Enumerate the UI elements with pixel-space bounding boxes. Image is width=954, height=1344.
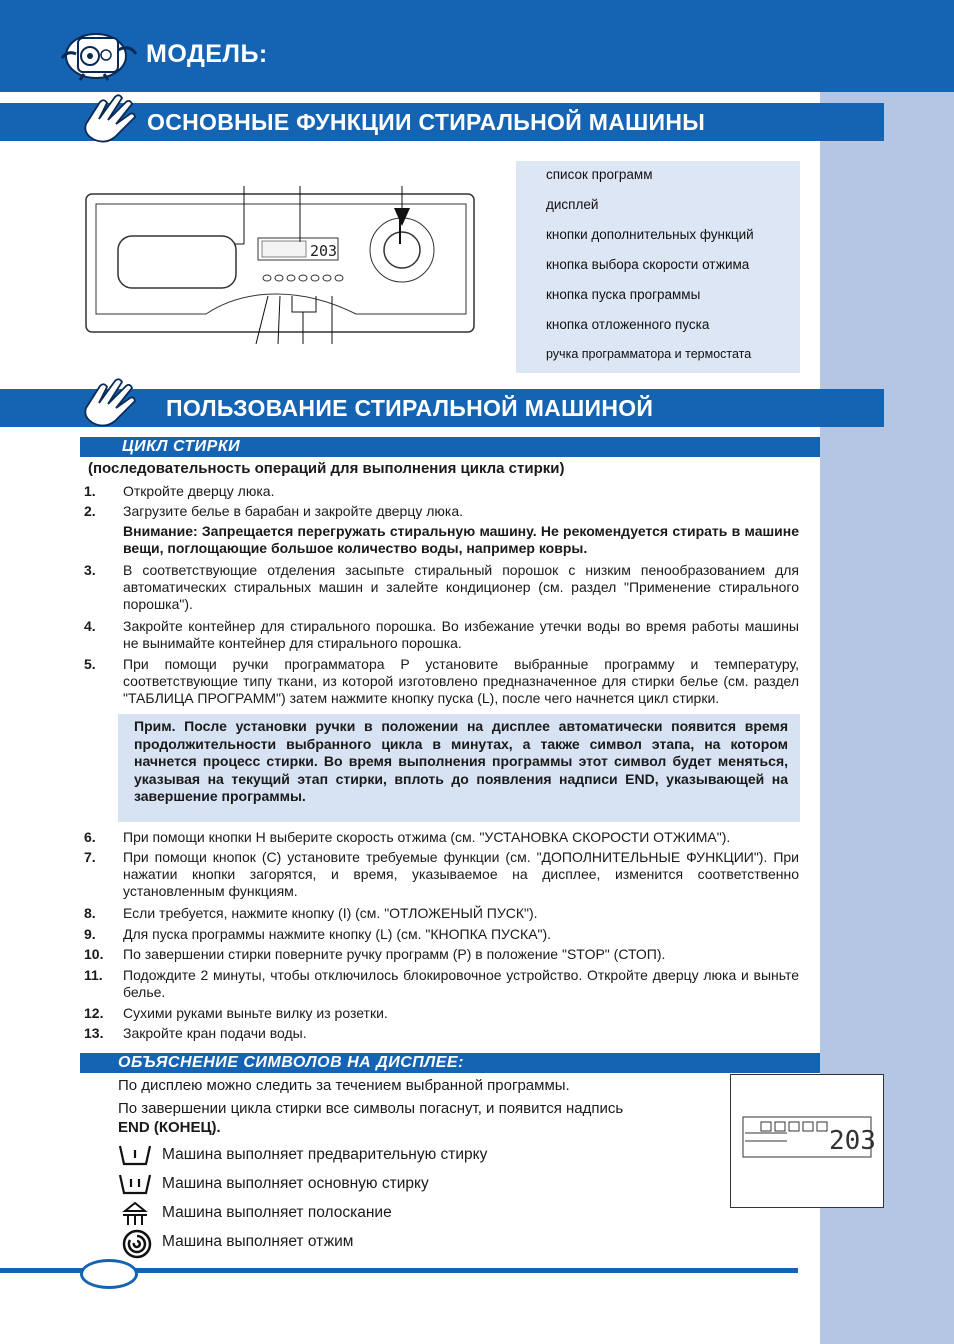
subheader-label: ЦИКЛ СТИРКИ	[122, 438, 241, 455]
cycle-subtitle: (последовательность операций для выполнения цикла стирки)	[88, 460, 565, 477]
washing-machine-mascot-icon	[56, 30, 140, 82]
hand-icon	[78, 94, 140, 150]
rinse-icon	[120, 1201, 150, 1227]
control-panel-diagram	[84, 186, 484, 346]
note-text: Прим. После установки ручки в положении на дисплее автоматически появится время продолжительности выбранного цикла в минутах, а также символ этапа, на котором начнется процесс стирки. Во время выполнения программы этот символ будет меняться, указывая на текущий этап стирки, вплоть до появления надписи END, указывающей на завершение программы.	[134, 718, 788, 804]
display-end-label: END (КОНЕЦ).	[118, 1119, 221, 1136]
page-number-oval	[80, 1259, 138, 1289]
page-title: МОДЕЛЬ:	[146, 40, 268, 68]
legend-item: кнопка пуска программы	[546, 287, 701, 302]
symbol-text: Машина выполняет основную стирку	[162, 1175, 429, 1192]
subheader-display-symbols	[80, 1053, 820, 1073]
controls-legend	[516, 161, 800, 373]
display-screen-icon	[731, 1075, 883, 1207]
symbol-text: Машина выполняет полоскание	[162, 1204, 392, 1221]
prewash-icon	[116, 1144, 154, 1168]
display-illustration	[730, 1074, 884, 1208]
legend-item: ручка программатора и термостата	[546, 347, 752, 361]
subheader-label: ОБЪЯСНЕНИЕ СИМВОЛОВ НА ДИСПЛЕЕ:	[118, 1054, 464, 1071]
display-end-text: По завершении цикла стирки все символы погаснут, и появится надпись	[118, 1100, 624, 1117]
legend-item: кнопки дополнительных функций	[546, 227, 754, 242]
legend-item: дисплей	[546, 197, 599, 212]
legend-item: кнопка выбора скорости отжима	[546, 257, 750, 272]
display-intro: По дисплею можно следить за течением выбранной программы.	[118, 1077, 570, 1094]
section-title: ОСНОВНЫЕ ФУНКЦИИ СТИРАЛЬНОЙ МАШИНЫ	[147, 109, 706, 135]
section-title: ПОЛЬЗОВАНИЕ СТИРАЛЬНОЙ МАШИНОЙ	[166, 395, 654, 421]
legend-item: кнопка отложенного пуска	[546, 317, 710, 332]
header-bar	[0, 0, 954, 92]
symbol-text: Машина выполняет предварительную стирку	[162, 1146, 488, 1163]
spin-icon	[122, 1229, 152, 1259]
display-digits: 203	[829, 1126, 876, 1156]
hand-icon	[78, 378, 140, 434]
main-wash-icon	[116, 1173, 154, 1197]
panel-display-digits: 203	[310, 242, 338, 260]
subheader-wash-cycle	[80, 437, 820, 457]
note-box	[118, 714, 800, 822]
symbol-text: Машина выполняет отжим	[162, 1233, 354, 1250]
legend-item: список программ	[546, 167, 653, 182]
